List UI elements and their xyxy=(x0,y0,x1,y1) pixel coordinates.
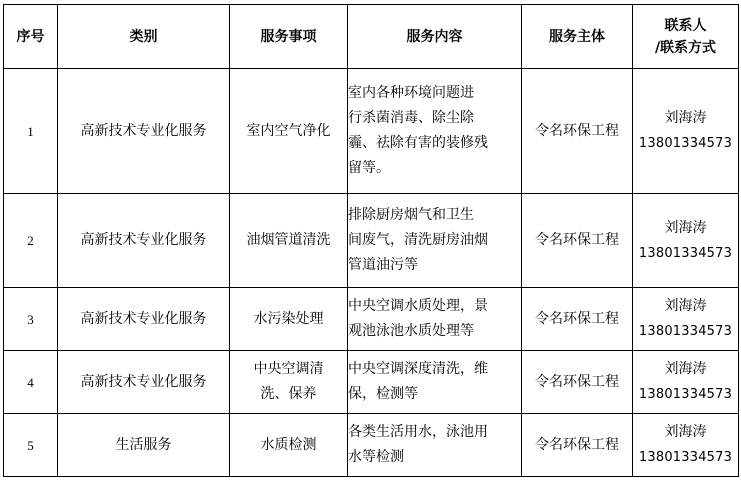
header-item: 服务事项 xyxy=(230,5,348,69)
row-content-line: 水等检测 xyxy=(348,449,404,465)
row-provider: 令名环保工程 xyxy=(522,414,633,477)
header-contact xyxy=(633,5,739,69)
row-content xyxy=(348,288,522,351)
row-category: 生活服务 xyxy=(58,414,230,477)
header-content: 服务内容 xyxy=(348,5,522,69)
contact-name: 刘海涛 xyxy=(664,110,707,126)
contact-phone: 13801334573 xyxy=(638,245,733,261)
row-contact xyxy=(633,194,739,288)
row-category: 高新技术专业化服务 xyxy=(58,288,230,351)
row-content-line: 保，检测等 xyxy=(348,386,418,402)
row-no: 2 xyxy=(4,194,58,288)
row-provider: 令名环保工程 xyxy=(522,69,633,194)
row-content-line: 各类生活用水，泳池用 xyxy=(348,424,488,440)
row-contact xyxy=(633,351,739,414)
row-contact xyxy=(633,288,739,351)
header-contact-line2: /联系方式 xyxy=(654,39,717,56)
row-content-line: 中央空调深度清洗，维 xyxy=(348,361,488,377)
table-row xyxy=(4,69,739,194)
row-provider: 令名环保工程 xyxy=(522,194,633,288)
row-item: 油烟管道清洗 xyxy=(230,194,348,288)
row-category: 高新技术专业化服务 xyxy=(58,194,230,288)
row-content-line: 室内各种环境问题进 xyxy=(348,85,474,101)
contact-name: 刘海涛 xyxy=(664,424,707,440)
row-category: 高新技术专业化服务 xyxy=(58,351,230,414)
row-no: 4 xyxy=(4,351,58,414)
table-row xyxy=(4,288,739,351)
table-row xyxy=(4,351,739,414)
contact-phone: 13801334573 xyxy=(638,387,733,402)
row-item: 水污染处理 xyxy=(230,288,348,351)
row-content-line: 管道油污等 xyxy=(348,257,418,273)
row-content-line: 留等。 xyxy=(348,160,390,176)
row-no: 5 xyxy=(4,414,58,477)
header-category: 类别 xyxy=(58,5,230,69)
row-item: 室内空气净化 xyxy=(230,69,348,194)
row-content xyxy=(348,351,522,414)
row-content xyxy=(348,194,522,288)
row-content-line: 霾、祛除有害的装修残 xyxy=(348,135,488,151)
header-row xyxy=(4,5,739,69)
row-category: 高新技术专业化服务 xyxy=(58,69,230,194)
contact-phone: 13801334573 xyxy=(638,324,733,339)
row-content xyxy=(348,69,522,194)
row-content-line: 行杀菌消毒、除尘除 xyxy=(348,110,474,126)
table-row xyxy=(4,414,739,477)
row-content-line: 观池泳池水质处理等 xyxy=(348,323,474,339)
row-content-line: 中央空调水质处理，景 xyxy=(348,298,488,314)
row-item-line: 洗、保养 xyxy=(260,386,317,402)
row-content xyxy=(348,414,522,477)
contact-name: 刘海涛 xyxy=(664,361,707,377)
row-provider: 令名环保工程 xyxy=(522,288,633,351)
row-item: 水质检测 xyxy=(230,414,348,477)
contact-name: 刘海涛 xyxy=(664,298,707,314)
row-provider: 令名环保工程 xyxy=(522,351,633,414)
row-item-line: 中央空调清 xyxy=(253,361,324,377)
contact-phone: 13801334573 xyxy=(638,136,733,151)
contact-phone: 13801334573 xyxy=(638,450,733,465)
row-content-line: 间废气，清洗厨房油烟 xyxy=(348,232,488,248)
row-no: 3 xyxy=(4,288,58,351)
row-item xyxy=(230,351,348,414)
row-contact xyxy=(633,414,739,477)
header-contact-line1: 联系人 xyxy=(664,17,707,34)
header-provider: 服务主体 xyxy=(522,5,633,69)
header-no: 序号 xyxy=(4,5,58,69)
row-contact xyxy=(633,69,739,194)
contact-name: 刘海涛 xyxy=(664,219,707,236)
table-row xyxy=(4,194,739,288)
row-content-line: 排除厨房烟气和卫生 xyxy=(348,207,474,223)
services-table xyxy=(3,4,739,477)
row-no: 1 xyxy=(4,69,58,194)
